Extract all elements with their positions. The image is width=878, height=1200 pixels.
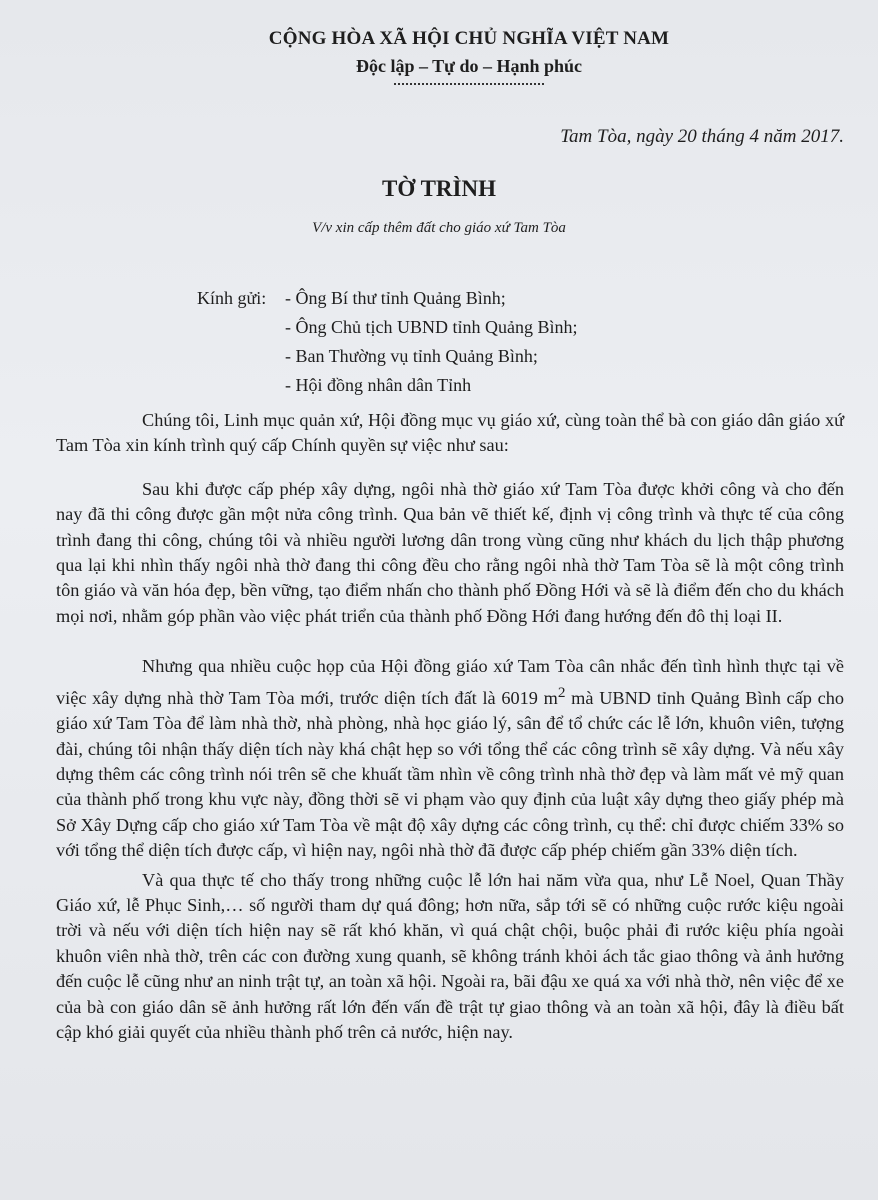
header-divider xyxy=(394,83,544,85)
nation-name: CỘNG HÒA XÃ HỘI CHỦ NGHĨA VIỆT NAM xyxy=(268,28,670,49)
document-date: Tam Tòa, ngày 20 tháng 4 năm 2017. xyxy=(560,126,844,147)
national-header xyxy=(0,28,878,85)
document-body xyxy=(56,408,844,1045)
paragraph-land-area xyxy=(56,654,844,863)
recipient-item: - Ban Thường vụ tỉnh Quảng Bình; xyxy=(285,346,538,366)
paragraph-land-area-part2: mà UBND tỉnh Quảng Bình cấp cho giáo xứ Tam Tòa để làm nhà thờ, nhà phòng, nhà học giáo lý, sân để tổ chức các lễ lớn, khuôn viên, tượng đài, chúng tôi nhận thấy diện tích này khá chật hẹp so với tổng thể các công trình sẽ xây dựng. Và nếu xây dựng thêm các công trình nói trên sẽ che khuất tầm nhìn về công trình nhà thờ đẹp và làm mất vẻ mỹ quan của thành phố trong khu vực này, đồng thời sẽ vi phạm vào quy định của luật xây dựng theo giấy phép mà Sở Xây Dựng cấp cho giáo xứ Tam Tòa về mật độ xây dựng các công trình, cụ thể: chỉ được chiếm 33% so với tổng thể diện tích được cấp, vì hiện nay, ngôi nhà thờ đã được cấp phép chiếm gần 33% diện tích. xyxy=(56,687,845,861)
area-unit-superscript: 2 xyxy=(557,683,566,701)
recipient-row xyxy=(197,284,578,313)
national-motto: Độc lập – Tự do – Hạnh phúc xyxy=(355,56,583,76)
paragraph-intro: Chúng tôi, Linh mục quản xứ, Hội đồng mục vụ giáo xứ, cùng toàn thể bà con giáo dân giáo xứ Tam Tòa xin kính trình quý cấp Chính quyền sự việc như sau: xyxy=(56,410,844,456)
recipient-item: - Ông Bí thư tỉnh Quảng Bình; xyxy=(285,288,506,308)
recipients-block xyxy=(197,284,578,400)
paragraph-construction: Sau khi được cấp phép xây dựng, ngôi nhà thờ giáo xứ Tam Tòa được khởi công và cho đến nay đã thi công được gần một nửa công trình. Qua bản vẽ thiết kế, định vị công trình và thực tế của công trình đang thi công, chúng tôi và nhiều người lương dân trong vùng cũng như khách du lịch thập phương qua lại khi nhìn thấy ngôi nhà thờ đang thi công đều cho rằng ngôi nhà thờ Tam Tòa sẽ là một công trình tôn giáo và văn hóa đẹp, bền vững, tạo điểm nhấn cho thành phố Đồng Hới và sẽ là điểm đến cho du khách mọi nơi, nhằm góp phần vào việc phát triển của thành phố Đồng Hới đang hướng đến đô thị loại II. xyxy=(56,478,844,626)
document-subject: V/v xin cấp thêm đất cho giáo xứ Tam Tòa xyxy=(312,220,566,236)
document-title: TỜ TRÌNH xyxy=(382,176,496,201)
recipients-label: Kính gửi: xyxy=(197,288,267,308)
recipient-item: - Ông Chủ tịch UBND tỉnh Quảng Bình; xyxy=(285,317,578,337)
paragraph-ceremonies: Và qua thực tế cho thấy trong những cuộc lễ lớn hai năm vừa qua, như Lễ Noel, Quan Thầy Giáo xứ, lễ Phục Sinh,… số người tham dự quá đông; hơn nữa, sắp tới sẽ có những cuộc rước kiệu ngoài trời và nếu với diện tích hiện nay sẽ rất khó khăn, vì quá chật chội, buộc phải đi rước kiệu phía ngoài khuôn viên nhà thờ, trên các con đường xung quanh, sẽ không tránh khỏi ách tắc giao thông và ảnh hưởng đến cuộc lễ cũng như an ninh trật tự, an toàn xã hội. Ngoài ra, bãi đậu xe quá xa với nhà thờ, nên việc để xe của bà con giáo dân sẽ ảnh hưởng rất lớn đến vấn đề trật tự giao thông và an toàn xã hội, đây là điều bất cập khó giải quyết của nhiều thành phố trên cả nước, hiện nay. xyxy=(56,869,844,1043)
paragraph-land-area-part1: Nhưng qua nhiều cuộc họp của Hội đồng giáo xứ Tam Tòa cân nhắc đến tình hình thực tại về việc xây dựng nhà thờ Tam Tòa mới, trước diện tích đất là 6019 m xyxy=(56,656,844,708)
recipient-item: - Hội đồng nhân dân Tỉnh xyxy=(285,375,472,395)
